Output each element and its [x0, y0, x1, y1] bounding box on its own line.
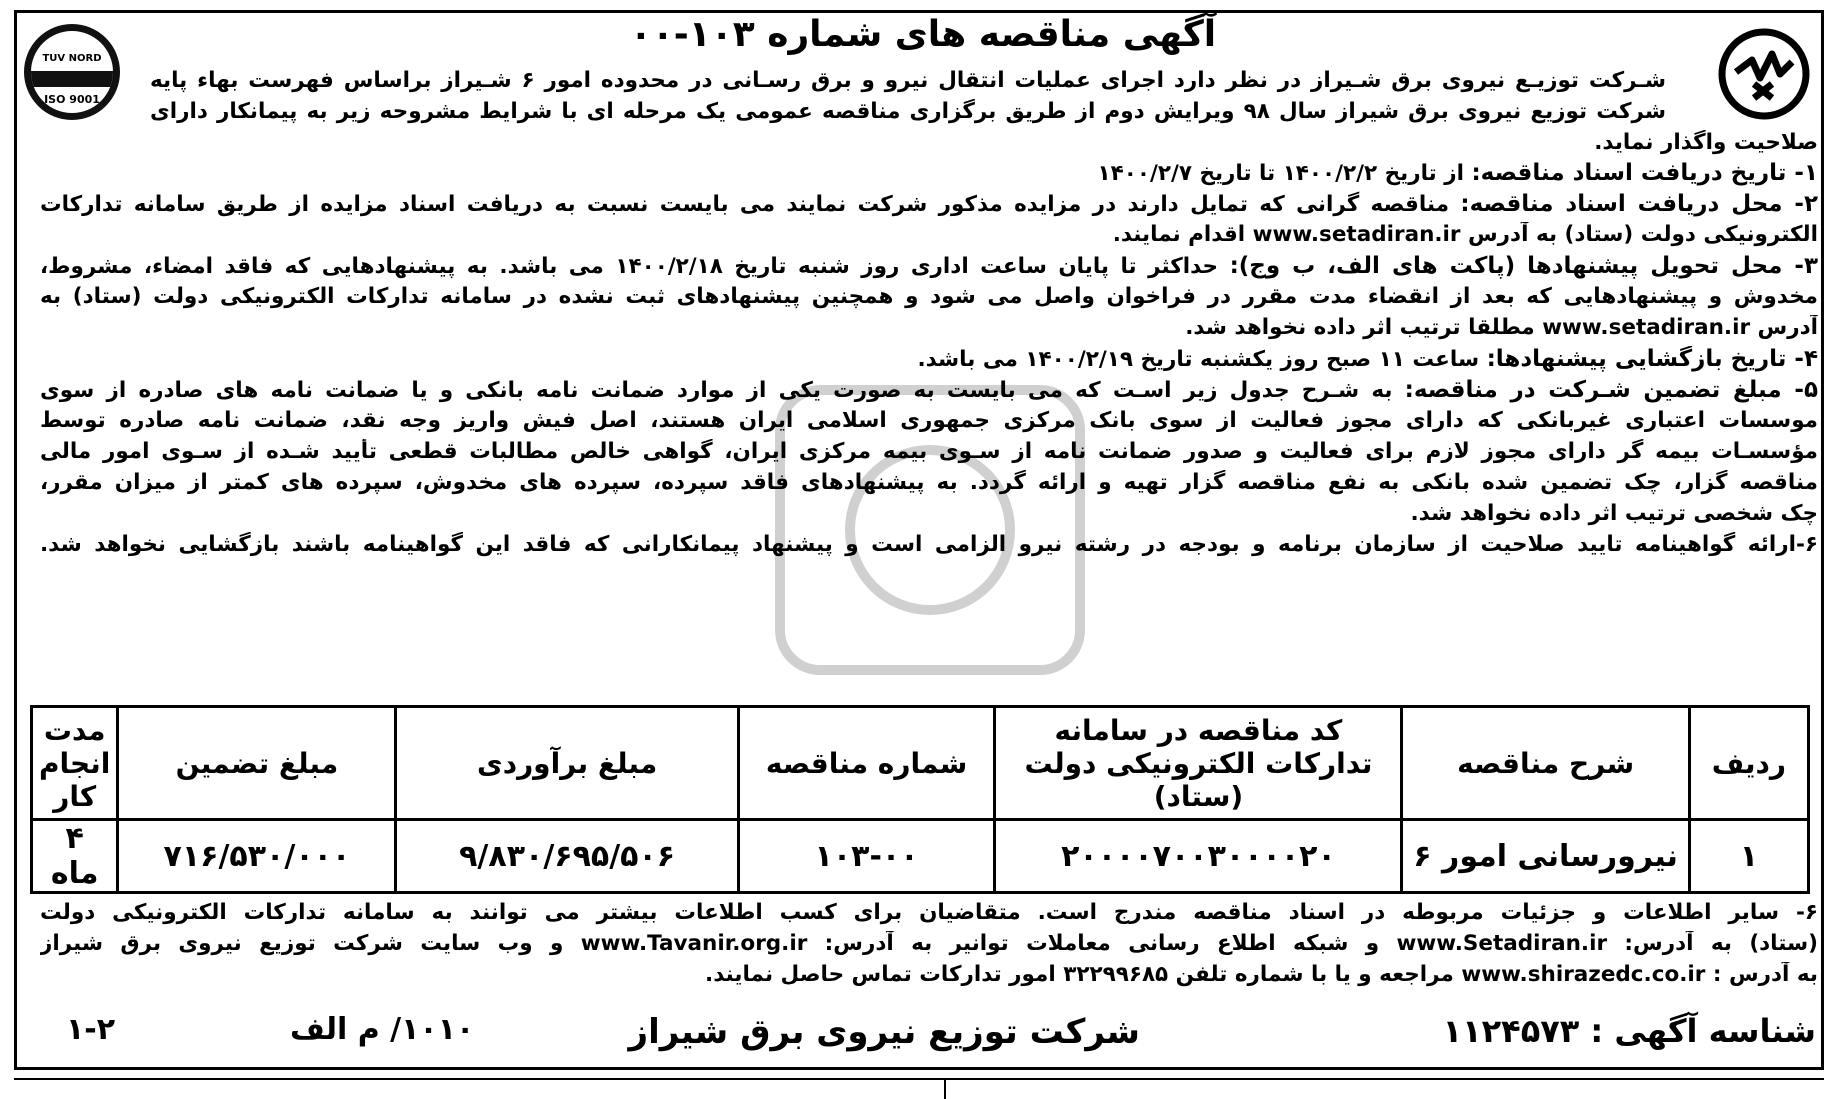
- item-label: ۱- تاریخ دریافت اسناد مناقصه:: [1471, 160, 1818, 186]
- table-row: [32, 820, 1809, 893]
- col-header: مبلغ تضمین: [118, 707, 396, 820]
- item-text: به شـرح جدول زیر اسـت که می بایست به صورت یکی از موارد ضمانت نامه بانکی و یا ضمانت نامه های صادره از سوی: [40, 378, 1393, 403]
- intro-line: صلاحیت واگذار نماید.: [1594, 130, 1818, 155]
- item-text: ساعت ۱۱ صبح روز یکشنبه تاریخ ۱۴۰۰/۲/۱۹ می باشد.: [917, 347, 1480, 372]
- company-signature: شرکت توزیع نیروی برق شیراز: [628, 1012, 1140, 1052]
- item-text: از تاریخ ۱۴۰۰/۲/۲ تا تاریخ ۱۴۰۰/۲/۷: [1097, 161, 1464, 186]
- item-opening-date: [40, 346, 1818, 372]
- col-header: ردیف: [1689, 707, 1808, 820]
- intro-line: شـرکت توزیـع نیروی برق شـیراز در نظر دارد اجرای عملیات انتقال نیرو و برق رسـانی در محدوده امور ۶ شـیراز براساس فهرست بهاء پایه: [150, 68, 1666, 93]
- item-date-receive: [40, 160, 1818, 186]
- footer-line: ۶- سایر اطلاعات و جزئیات مربوطه در اسناد مناقصه مندرج است. متقاضیان برای کسب اطلاعات بیشتر می توانند به سامانه تدارکات الکترونیکی دولت: [40, 900, 1818, 925]
- item-delivery-place: [40, 253, 1818, 279]
- col-header: شماره مناقصه: [738, 707, 995, 820]
- table-cell: ۹/۸۳۰/۶۹۵/۵۰۶: [396, 820, 738, 893]
- item-guarantee: [40, 377, 1818, 403]
- item-text: الکترونیکی دولت (ستاد) به آدرس www.setadiran.ir اقدام نمایند.: [1112, 222, 1818, 247]
- item-label: ۲- محل دریافت اسناد مناقصه:: [1460, 191, 1818, 217]
- intro-line: شرکت توزیع نیروی برق شیراز سال ۹۸ ویرایش دوم از طریق برگزاری مناقصه عمومی یک مرحله ای با شرایط مشروحه زیر به پیمانکار دارای: [150, 99, 1666, 124]
- ad-id: شناسه آگهی : ۱۱۲۴۵۷۳: [1442, 1012, 1816, 1050]
- col-header: مدت انجام کار: [32, 707, 118, 820]
- col-header: مبلغ برآوردی: [396, 707, 738, 820]
- table-header-row: [32, 707, 1809, 820]
- item-text: آدرس www.setadiran.ir مطلقا ترتیب اثر داده نخواهد شد.: [1185, 315, 1818, 340]
- item-text: چک شخصی ترتیب اثر داده نخواهد شد.: [1410, 501, 1818, 526]
- table-cell: ۴ ماه: [32, 820, 118, 893]
- page-title: آگهی مناقصه های شماره ۱۰۳-۰۰: [629, 14, 1217, 55]
- item-label: ۳- محل تحویل پیشنهادها (پاکت های الف، ب وج):: [1229, 253, 1818, 279]
- item-text: حداکثر تا پایان ساعت اداری روز شنبه تاریخ ۱۴۰۰/۲/۱۸ می باشد. به پیشنهادهایی که فاقد امضاء، مشروط،: [40, 254, 1219, 279]
- logo-top-text: TUV NORD: [42, 53, 102, 64]
- item-text: مناقصه گزار، چک تضمین شده بانکی به نفع مناقصه گزار تهیه و ارائه گردد. به پیشنهادهای فاقد سپرده، سپرده های مخدوش، سپرده های کمتر از میزان مقرر،: [40, 470, 1818, 495]
- item-text: مؤسسـات بیمه گر دارای مجوز لازم برای فعالیت و صدور ضمانت نامه از سـوی بیمه مرکزی ایران، گواهی خالص مطالبات قطعی تأیید شـده از سـوی امور مالی: [40, 439, 1818, 464]
- item-label: ۵- مبلغ تضمین شـرکت در مناقصه:: [1404, 377, 1818, 403]
- table-cell: نیرورسانی امور ۶: [1402, 820, 1689, 893]
- tuv-nord-iso-logo: [24, 24, 120, 120]
- footer-line: (ستاد) به آدرس: www.Setadiran.ir و شبکه اطلاع رسانی معاملات توانیر به آدرس: www.Tavanir.org.ir و وب سایت شرکت توزیع نیروی برق شیراز: [40, 931, 1818, 956]
- footer-line: به آدرس : www.shirazedc.co.ir مراجعه و یا با شماره تلفن ۳۲۲۹۹۶۸۵ امور تدارکات تماس حاصل نمایند.: [705, 962, 1818, 987]
- item-place-receive: [40, 191, 1818, 217]
- page-number: ۱-۲: [66, 1012, 116, 1047]
- item-label: ۴- تاریخ بازگشایی پیشنهادها:: [1486, 346, 1818, 372]
- col-header: شرح مناقصه: [1402, 707, 1689, 820]
- item-qualification: ۶-ارائه گواهینامه تایید صلاحیت از سازمان برنامه و بودجه در رشته نیرو الزامی است و پیشنهاد پیمانکارانی که فاقد این گواهینامه باشند بازگشایی نخواهد شد.: [40, 532, 1818, 557]
- table-cell: ۷۱۶/۵۳۰/۰۰۰: [118, 820, 396, 893]
- col-header: کد مناقصه در سامانه تدارکات الکترونیکی دولت (ستاد): [995, 707, 1402, 820]
- tender-table: [30, 705, 1810, 894]
- table-cell: ۱۰۳-۰۰: [738, 820, 995, 893]
- item-text: موسسات اعتباری غیربانکی که دارای مجوز فعالیت از سوی بانک مرکزی جمهوری اسلامی ایران هستند، اصل فیش واریز وجه نقد، ضمانت نامه صادره توسط: [40, 408, 1818, 433]
- power-company-logo-icon: [1714, 24, 1814, 124]
- item-text: مناقصه گرانی که تمایل دارند در مزایده مذکور شرکت نمایند می بایست نسبت به دریافت اسناد مزایده از طریق سامانه تدارکات: [40, 192, 1450, 217]
- table-cell: ۱: [1689, 820, 1808, 893]
- bottom-border-strip: [14, 1078, 1824, 1099]
- notice-code: ۱۰۱۰/ م الف: [290, 1012, 475, 1047]
- item-text: مخدوش و پیشنهادهایی که بعد از انقضاء مدت مقرر در فراخوان واصل می شود و همچنین پیشنهادهای ثبت نشده در سامانه تدارکات الکترونیکی دولت (ستاد) به: [40, 284, 1818, 309]
- table-cell: ۲۰۰۰۰۷۰۰۳۰۰۰۰۲۰: [995, 820, 1402, 893]
- logo-bottom-text: ISO 9001: [44, 93, 100, 106]
